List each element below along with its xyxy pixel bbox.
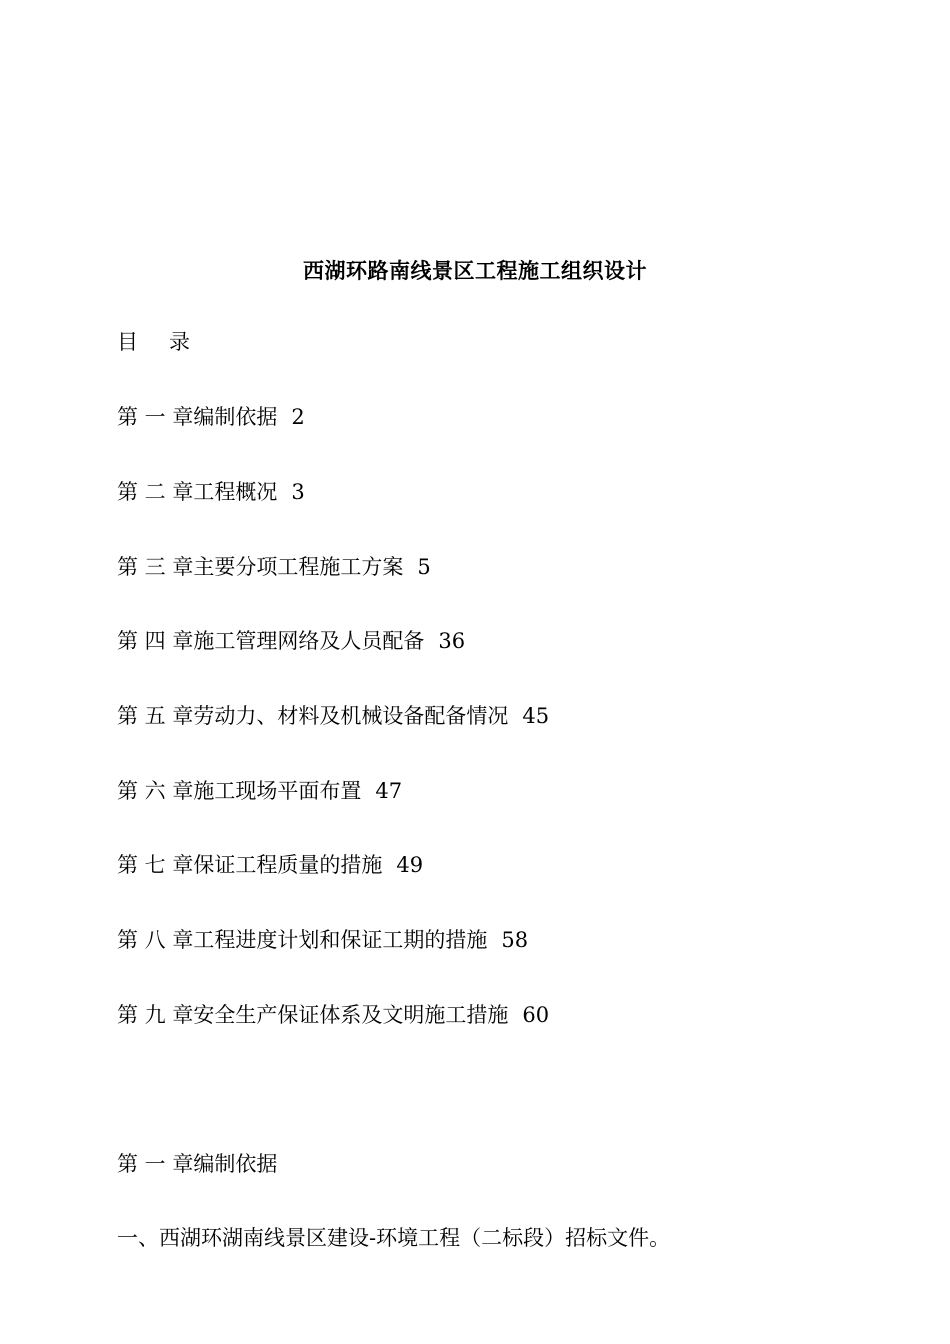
toc-item (117, 701, 549, 731)
toc-item (117, 925, 528, 955)
section-heading: 第 一 章编制依据 (117, 1152, 278, 1176)
toc-item-label: 第 二 章工程概况 (117, 480, 278, 504)
toc-item-label: 第 八 章工程进度计划和保证工期的措施 (117, 928, 488, 952)
toc-item-page: 47 (375, 779, 403, 803)
toc-item-page: 3 (291, 480, 305, 504)
toc-item-page: 58 (501, 928, 529, 952)
toc-item (117, 402, 305, 432)
toc-item-label: 第 六 章施工现场平面布置 (117, 779, 362, 803)
toc-item-page: 45 (522, 704, 550, 728)
toc-item (117, 477, 305, 507)
document-title: 西湖环路南线景区工程施工组织设计 (303, 258, 647, 283)
toc-item-label: 第 九 章安全生产保证体系及文明施工措施 (117, 1003, 509, 1027)
toc-item-page: 60 (522, 1003, 550, 1027)
toc-item-label: 第 四 章施工管理网络及人员配备 (117, 629, 425, 653)
toc-heading-char1: 目 (117, 330, 138, 354)
toc-heading (117, 327, 190, 357)
toc-item-page: 36 (438, 629, 466, 653)
toc-item (117, 626, 465, 656)
toc-item-label: 第 七 章保证工程质量的措施 (117, 853, 383, 877)
toc-item-page: 49 (396, 853, 424, 877)
toc-heading-char2: 录 (169, 330, 190, 354)
toc-item (117, 552, 431, 582)
toc-item (117, 850, 423, 880)
toc-item-label: 第 五 章劳动力、材料及机械设备配备情况 (117, 704, 509, 728)
toc-item (117, 776, 402, 806)
toc-item-page: 5 (417, 555, 431, 579)
toc-item-label: 第 一 章编制依据 (117, 405, 278, 429)
body-paragraph: 一、西湖环湖南线景区建设-环境工程（二标段）招标文件。 (117, 1226, 671, 1250)
toc-item-page: 2 (291, 405, 305, 429)
toc-item-label: 第 三 章主要分项工程施工方案 (117, 555, 404, 579)
toc-item (117, 1000, 549, 1030)
